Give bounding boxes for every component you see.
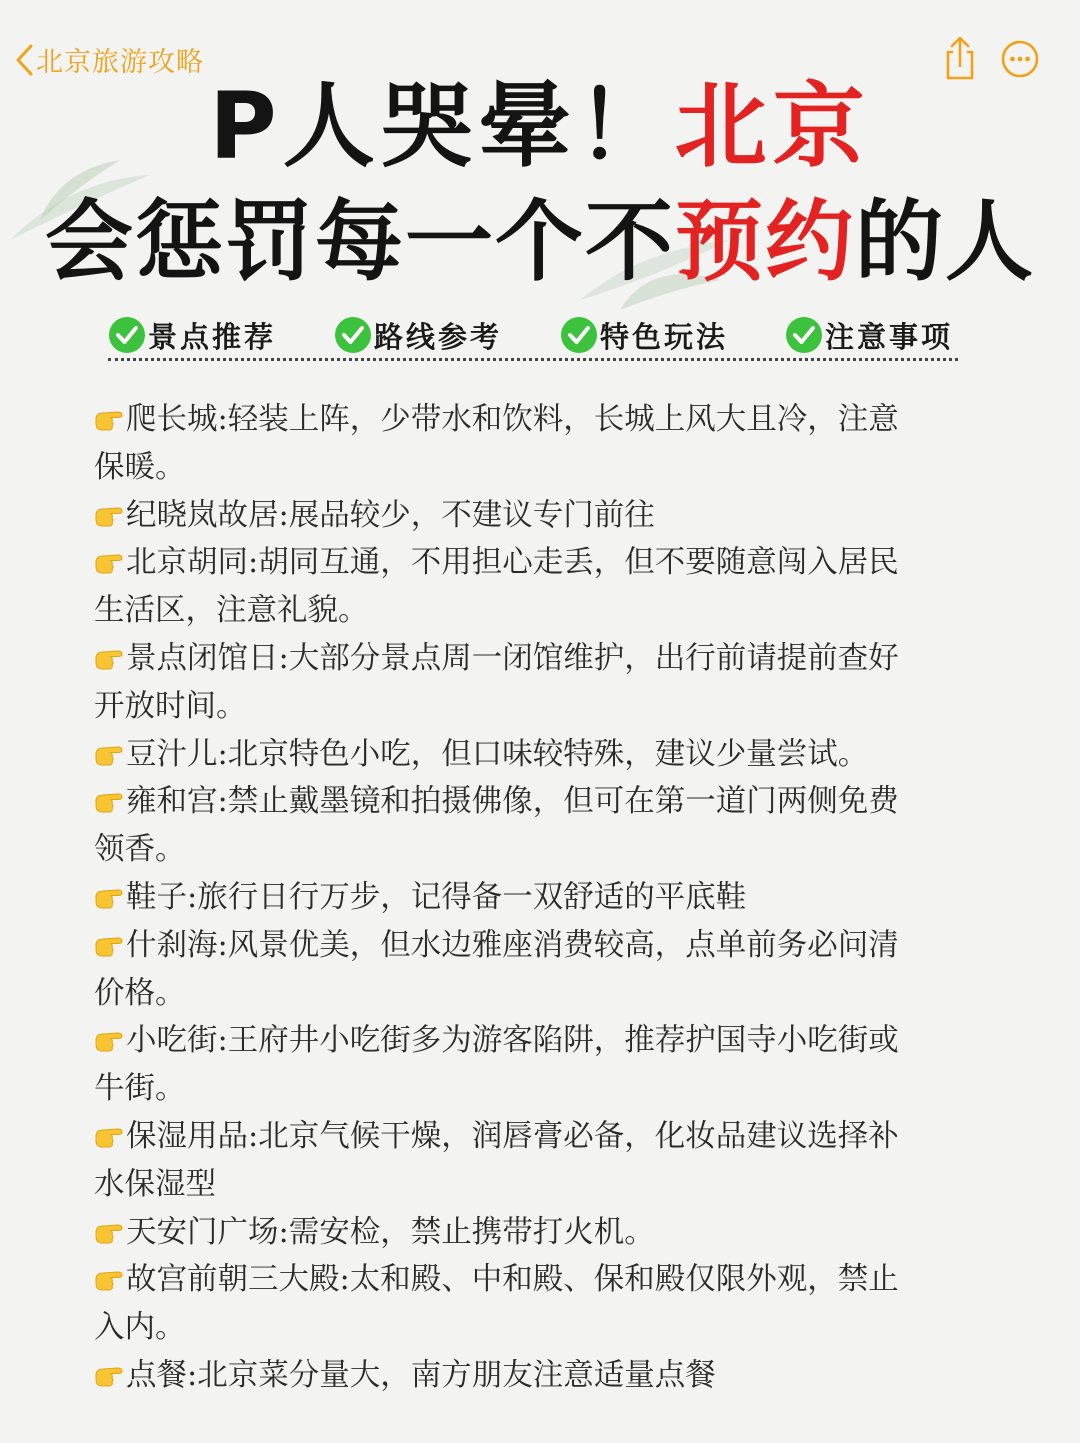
tip-item xyxy=(94,1352,924,1400)
pointing-hand-icon xyxy=(94,1020,126,1046)
tip-item xyxy=(94,731,924,779)
pointing-hand-icon xyxy=(94,542,126,568)
dotted-divider xyxy=(108,358,958,361)
tip-text: 天安门广场:需安检，禁止携带打火机。 xyxy=(126,1214,655,1250)
tip-text: 北京胡同:胡同互通，不用担心走丢，但不要随意闯入居民生活区，注意礼貌。 xyxy=(94,545,899,629)
headline-2-red: 预约 xyxy=(674,190,855,293)
pointing-hand-icon xyxy=(94,1259,126,1285)
tip-text: 鞋子:旅行日行万步，记得备一双舒适的平底鞋 xyxy=(126,879,747,915)
tip-item xyxy=(94,1256,924,1352)
tag-routes xyxy=(334,312,502,358)
pointing-hand-icon xyxy=(94,734,126,760)
pointing-hand-icon xyxy=(94,1116,126,1142)
tips-list xyxy=(94,396,924,1400)
tip-text: 豆汁儿:北京特色小吃，但口味较特殊，建议少量尝试。 xyxy=(126,736,869,772)
pointing-hand-icon xyxy=(94,877,126,903)
headline-1-black: P人哭晕！ xyxy=(209,73,675,180)
pointing-hand-icon xyxy=(94,399,126,425)
tip-item xyxy=(94,922,924,1018)
category-tags xyxy=(108,312,958,362)
check-mark-icon xyxy=(334,316,372,354)
tip-text: 什刹海:风景优美，但水边雅座消费较高，点单前务必问清价格。 xyxy=(94,927,899,1011)
tag-activities xyxy=(560,312,728,358)
tip-text: 小吃街:王府井小吃街多为游客陷阱，推荐护国寺小吃街或牛街。 xyxy=(94,1023,899,1107)
pointing-hand-icon xyxy=(94,638,126,664)
check-mark-icon xyxy=(785,316,823,354)
pointing-hand-icon xyxy=(94,925,126,951)
pointing-hand-icon xyxy=(94,1355,126,1381)
tip-text: 点餐:北京菜分量大，南方朋友注意适量点餐 xyxy=(126,1357,716,1393)
pointing-hand-icon xyxy=(94,781,126,807)
tag-label: 注意事项 xyxy=(825,319,954,354)
check-mark-icon xyxy=(560,316,598,354)
tip-text: 景点闭馆日:大部分景点周一闭馆维护，出行前请提前查好开放时间。 xyxy=(94,640,899,724)
pointing-hand-icon xyxy=(94,495,126,521)
tip-text: 雍和宫:禁止戴墨镜和拍摄佛像，但可在第一道门两侧免费领香。 xyxy=(94,784,899,868)
tip-item xyxy=(94,1113,924,1209)
headline-1-red: 北京 xyxy=(674,73,871,180)
tag-label: 景点推荐 xyxy=(148,319,277,354)
tip-item xyxy=(94,874,924,922)
tip-text: 纪晓岚故居:展品较少，不建议专门前往 xyxy=(126,497,655,533)
tip-item xyxy=(94,1017,924,1113)
tag-sights xyxy=(108,312,276,358)
tip-item xyxy=(94,539,924,635)
tip-item xyxy=(94,635,924,731)
headline-2-black-b: 的人 xyxy=(855,190,1036,293)
back-label: 北京旅游攻略 xyxy=(36,47,204,78)
pointing-hand-icon xyxy=(94,1212,126,1238)
headline-line-2 xyxy=(0,190,1080,294)
tip-text: 故宫前朝三大殿:太和殿、中和殿、保和殿仅限外观，禁止入内。 xyxy=(94,1262,899,1346)
check-mark-icon xyxy=(108,316,146,354)
tip-text: 保湿用品:北京气候干燥，润唇膏必备，化妆品建议选择补水保湿型 xyxy=(94,1118,899,1202)
tip-item xyxy=(94,778,924,874)
headline-2-black-a: 会惩罚每一个不 xyxy=(44,190,675,293)
tip-item xyxy=(94,1209,924,1257)
tip-item xyxy=(94,396,924,492)
tag-label: 路线参考 xyxy=(374,319,503,354)
tag-notes xyxy=(785,312,953,358)
tip-item xyxy=(94,492,924,540)
tip-text: 爬长城:轻装上阵，少带水和饮料，长城上风大且冷，注意保暖。 xyxy=(94,402,899,485)
tag-label: 特色玩法 xyxy=(600,319,729,354)
headline-line-1 xyxy=(0,72,1080,182)
